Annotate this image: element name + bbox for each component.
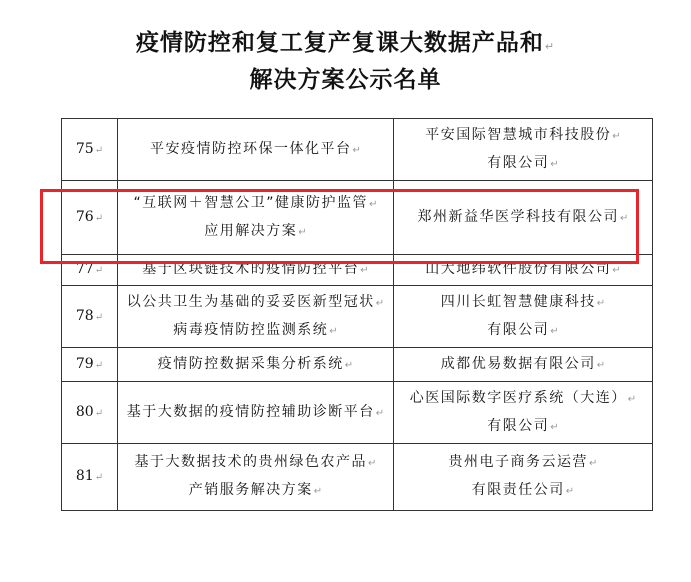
paragraph-mark-icon: ↵ [369, 198, 378, 210]
paragraph-mark-icon: ↵ [360, 265, 369, 276]
table-row [62, 382, 653, 444]
paragraph-mark-icon: ↵ [94, 144, 104, 156]
paragraph-mark-icon: ↵ [596, 297, 606, 309]
product-name: “互联网＋智慧公卫”健康防护监管↵ 应用解决方案↵ [118, 181, 394, 255]
paragraph-mark-icon: ↵ [94, 359, 104, 371]
paragraph-mark-icon: ↵ [352, 144, 361, 156]
paragraph-mark-icon: ↵ [612, 130, 621, 142]
table-row [62, 348, 653, 382]
document-title [0, 26, 691, 96]
paragraph-mark-icon: ↵ [375, 297, 385, 309]
organization-name: 平安国际智慧城市科技股份↵ 有限公司↵ [394, 119, 653, 181]
paragraph-mark-icon: ↵ [344, 359, 354, 371]
paragraph-mark-icon: ↵ [298, 226, 307, 238]
paragraph-mark-icon: ↵ [612, 265, 621, 276]
paragraph-mark-icon: ↵ [544, 40, 556, 53]
paragraph-mark-icon: ↵ [620, 212, 629, 224]
product-name: 以公共卫生为基础的妥妥医新型冠状↵ 病毒疫情防控监测系统↵ [118, 286, 394, 348]
product-name: 基于大数据技术的贵州绿色农产品↵ 产销服务解决方案↵ [118, 444, 394, 511]
table-row [62, 444, 653, 511]
paragraph-mark-icon: ↵ [550, 158, 559, 170]
row-number: 78↵ [62, 286, 118, 348]
paragraph-mark-icon: ↵ [596, 359, 606, 371]
row-number: 81↵ [62, 444, 118, 511]
paragraph-mark-icon: ↵ [313, 486, 323, 497]
product-name: 基于大数据的疫情防控辅助诊断平台↵ [118, 382, 394, 444]
table-row [62, 119, 653, 181]
organization-name: 四川长虹智慧健康科技↵ 有限公司↵ [394, 286, 653, 348]
row-number: 76↵ [62, 181, 118, 255]
organization-name: 贵州电子商务云运营↵ 有限责任公司↵ [394, 444, 653, 511]
organization-name: 成都优易数据有限公司↵ [394, 348, 653, 382]
paragraph-mark-icon: ↵ [550, 421, 559, 433]
paragraph-mark-icon: ↵ [94, 407, 104, 419]
product-name: 平安疫情防控环保一体化平台↵ [118, 119, 394, 181]
product-name: 基于区块链技术的疫情防控平台↵ [118, 255, 394, 286]
row-number: 79↵ [62, 348, 118, 382]
paragraph-mark-icon: ↵ [94, 265, 104, 276]
row-number: 77↵ [62, 255, 118, 286]
paragraph-mark-icon: ↵ [329, 325, 338, 337]
organization-name: 心医国际数字医疗系统（大连）↵ 有限公司↵ [394, 382, 653, 444]
paragraph-mark-icon: ↵ [94, 472, 104, 483]
row-number: 75↵ [62, 119, 118, 181]
paragraph-mark-icon: ↵ [368, 458, 377, 469]
paragraph-mark-icon: ↵ [375, 407, 385, 419]
product-list-table [61, 118, 653, 511]
row-number: 80↵ [62, 382, 118, 444]
paragraph-mark-icon: ↵ [589, 458, 598, 469]
title-line-2: 解决方案公示名单 [249, 66, 442, 93]
paragraph-mark-icon: ↵ [94, 212, 104, 224]
paragraph-mark-icon: ↵ [94, 311, 104, 323]
title-line-1: 疫情防控和复工复产复课大数据产品和↵ [135, 29, 556, 56]
table-row [62, 286, 653, 348]
table-row [62, 255, 653, 286]
table-row [62, 181, 653, 255]
organization-name: 山大地纬软件股份有限公司↵ [394, 255, 653, 286]
organization-name: 郑州新益华医学科技有限公司↵ [394, 181, 653, 255]
paragraph-mark-icon: ↵ [565, 486, 575, 497]
product-name: 疫情防控数据采集分析系统↵ [118, 348, 394, 382]
paragraph-mark-icon: ↵ [550, 325, 559, 337]
paragraph-mark-icon: ↵ [627, 393, 637, 405]
